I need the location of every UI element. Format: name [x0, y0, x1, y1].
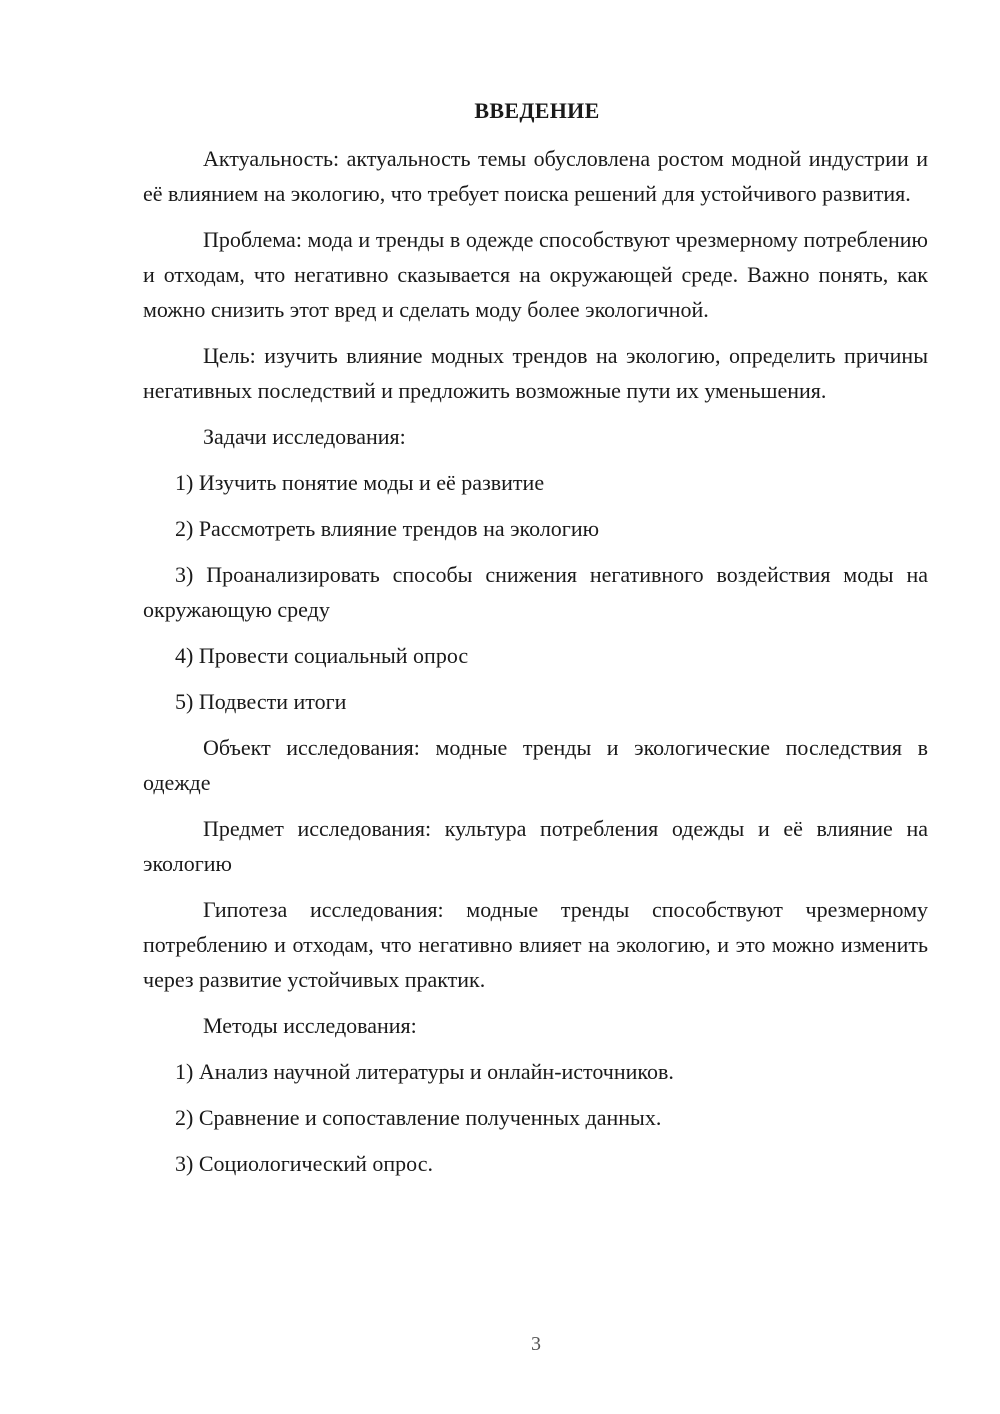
methods-label: Методы исследования:: [203, 1013, 417, 1038]
method-item-3: 3) Социологический опрос.: [175, 1151, 433, 1176]
object-paragraph: Объект исследования: модные тренды и экологические последствия в одежде: [143, 735, 928, 795]
page-number: 3: [531, 1333, 541, 1355]
task-item-1: 1) Изучить понятие моды и её развитие: [175, 470, 545, 495]
relevance-paragraph: Актуальность: актуальность темы обусловлена ростом модной индустрии и её влиянием на экологию, что требует поиска решений для устойчивого развития.: [143, 146, 928, 206]
method-item-2: 2) Сравнение и сопоставление полученных данных.: [175, 1105, 662, 1130]
method-item-1: 1) Анализ научной литературы и онлайн-источников.: [175, 1059, 674, 1084]
subject-paragraph: Предмет исследования: культура потребления одежды и её влияние на экологию: [143, 816, 928, 876]
problem-paragraph: Проблема: мода и тренды в одежде способствуют чрезмерному потреблению и отходам, что негативно сказывается на окружающей среде. Важно понять, как можно снизить этот вред и сделать моду более экологичной.: [143, 227, 928, 322]
task-item-5: 5) Подвести итоги: [175, 689, 347, 714]
document-body: [143, 141, 928, 1192]
task-item-4: 4) Провести социальный опрос: [175, 643, 469, 668]
hypothesis-paragraph: Гипотеза исследования: модные тренды способствуют чрезмерному потреблению и отходам, что негативно влияет на экологию, и это можно изменить через развитие устойчивых практик.: [143, 897, 928, 992]
section-heading: ВВЕДЕНИЕ: [474, 98, 600, 123]
task-item-2: 2) Рассмотреть влияние трендов на экологию: [175, 516, 600, 541]
task-item-3: 3) Проанализировать способы снижения негативного воздействия моды на окружающую среду: [143, 562, 928, 622]
goal-paragraph: Цель: изучить влияние модных трендов на экологию, определить причины негативных последствий и предложить возможные пути их уменьшения.: [143, 343, 928, 403]
tasks-label: Задачи исследования:: [203, 424, 406, 449]
